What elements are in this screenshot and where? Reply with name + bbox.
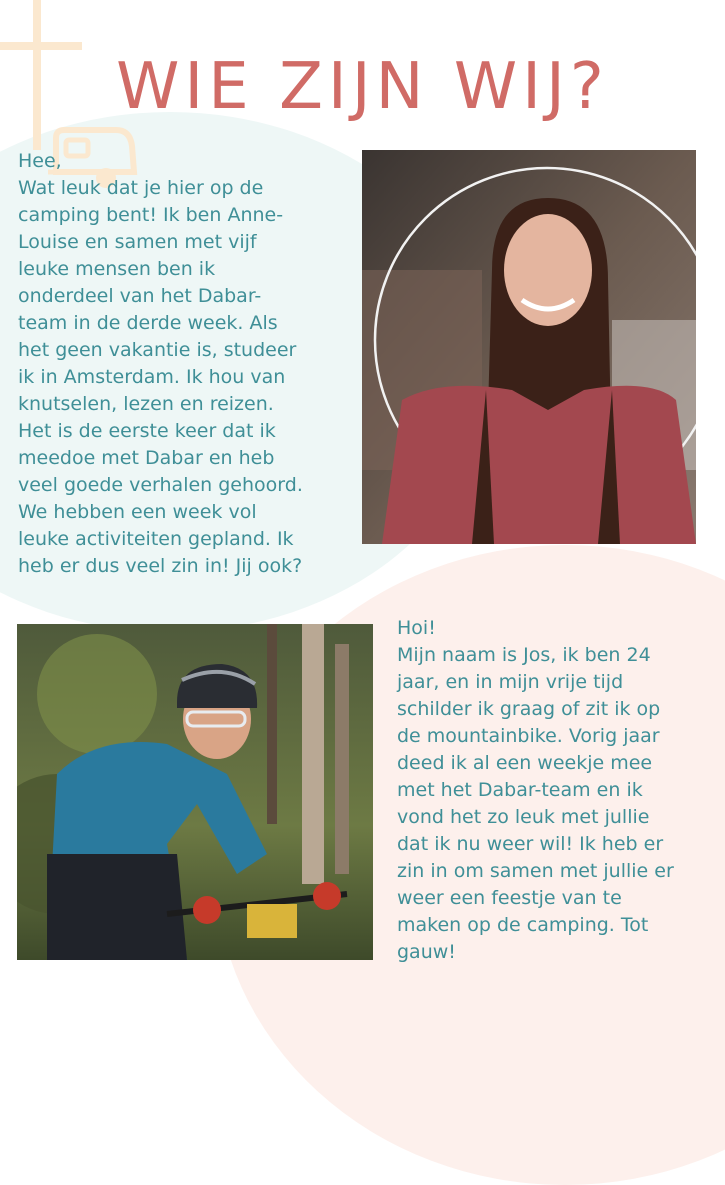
photo-jos [17, 624, 373, 960]
intro-jos: Hoi! Mijn naam is Jos, ik ben 24 jaar, en in mijn vrije tijd schilder ik graag of zit ik op de mountainbike. Vorig jaar deed ik al een weekje mee met het Dabar-team en ik vond het zo leuk met jullie dat ik nu weer wil! Ik heb er zin in om samen met jullie er weer een feestje van te maken op de camping. Tot gauw! [397, 617, 674, 963]
photo-anne-louise [362, 150, 696, 544]
intro-anne-louise: Hee, Wat leuk dat je hier op de camping bent! Ik ben Anne- Louise en samen met vijf leuke mensen ben ik onderdeel van het Dabar- team in de derde week. Als het geen vakantie is, studeer ik in Amsterdam. Ik hou van knutselen, lezen en reizen. Het is de eerste keer dat ik meedoe met Dabar en heb veel goede verhalen gehoord. We hebben een week vol leuke activiteiten gepland. Ik heb er dus veel zin in! Jij ook? [18, 150, 303, 577]
page-title: WIE ZIJN WIJ? [116, 50, 609, 124]
